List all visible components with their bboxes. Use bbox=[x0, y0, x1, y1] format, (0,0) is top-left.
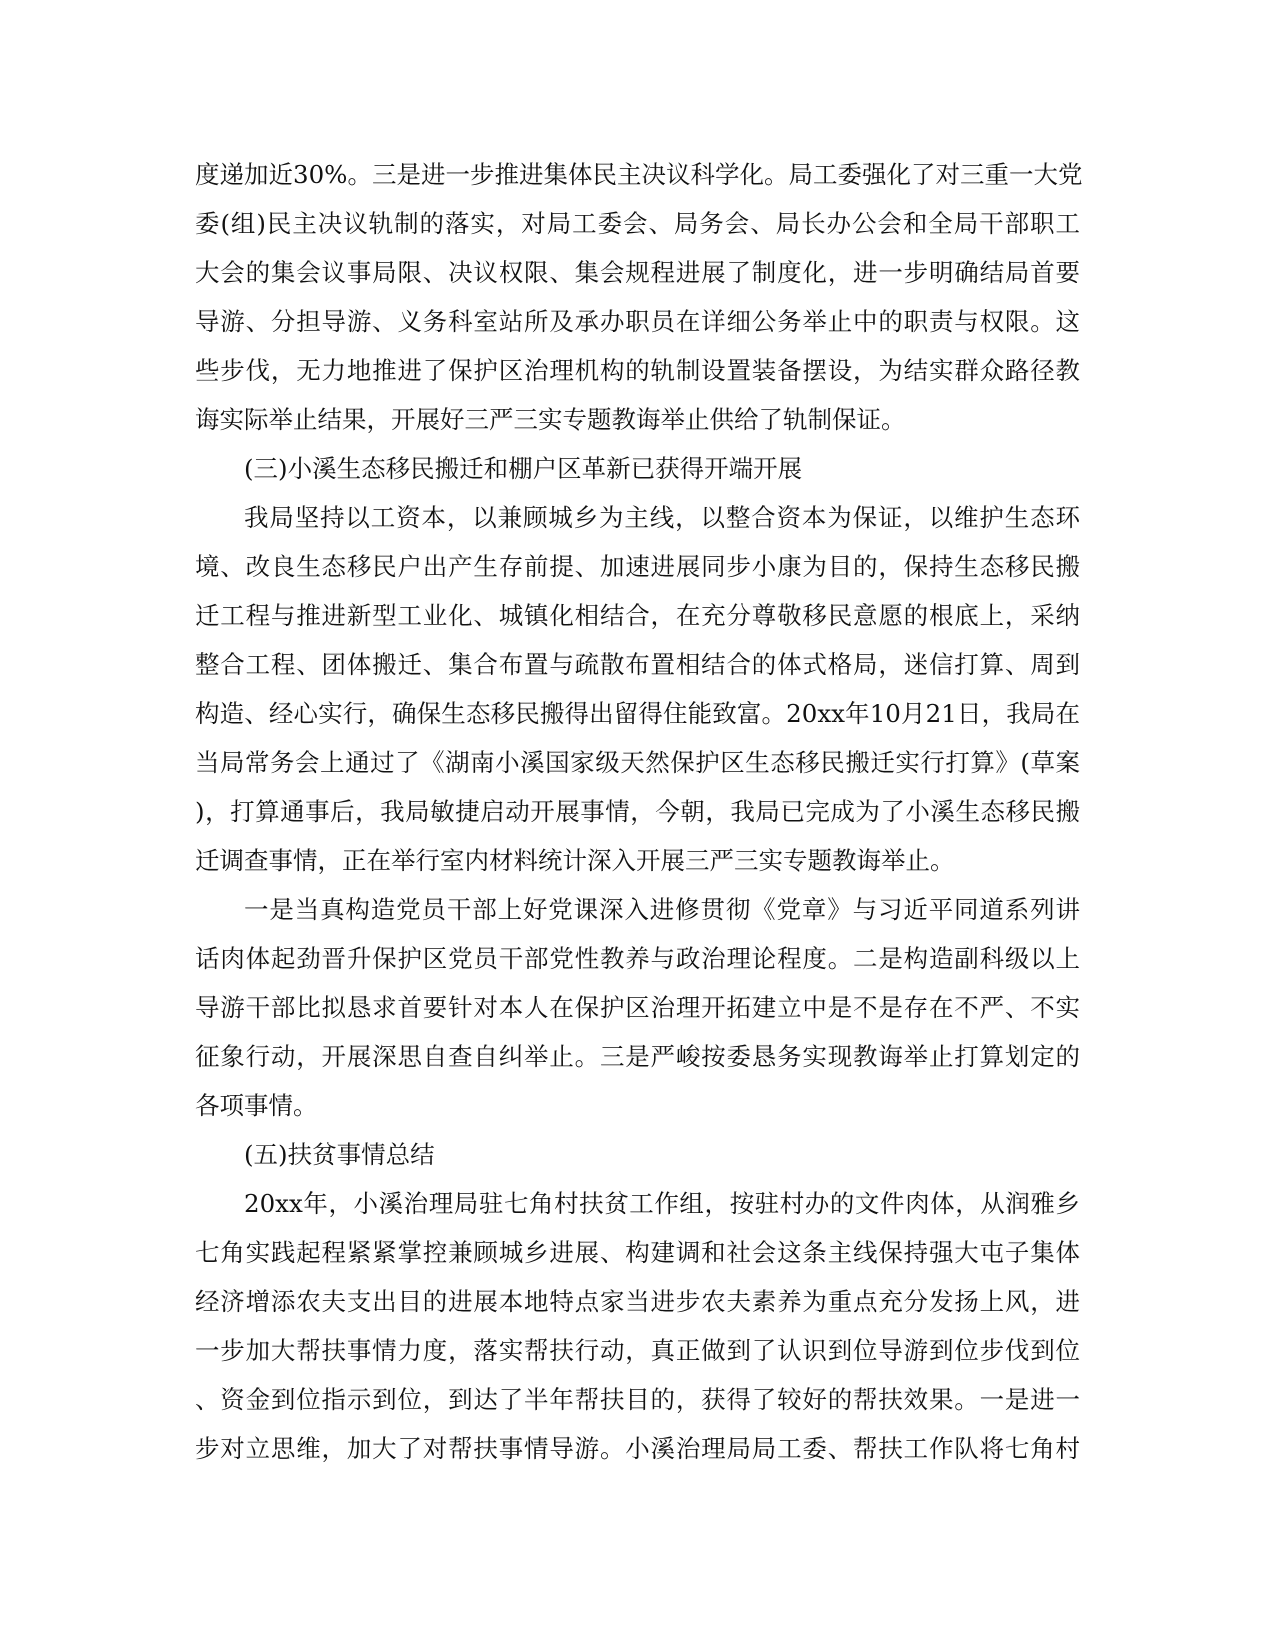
text-line: 征象行动，开展深思自查自纠举止。三是严峻按委恳务实现教诲举止打算划定的 bbox=[195, 1042, 1080, 1071]
section-heading: (三)小溪生态移民搬迁和棚户区革新已获得开端开展 bbox=[244, 454, 803, 483]
text-line: 20xx年，小溪治理局驻七角村扶贫工作组，按驻村办的文件肉体，从润雅乡 bbox=[244, 1189, 1080, 1218]
text-line: 度递加近30%。三是进一步推进集体民主决议科学化。局工委强化了对三重一大党 bbox=[195, 160, 1083, 189]
text-line: 、资金到位指示到位，到达了半年帮扶目的，获得了较好的帮扶效果。一是进一 bbox=[195, 1385, 1080, 1414]
text-line: 诲实际举止结果，开展好三严三实专题教诲举止供给了轨制保证。 bbox=[195, 405, 906, 434]
text-line: )，打算通事后，我局敏捷启动开展事情，今朝，我局已完成为了小溪生态移民搬 bbox=[195, 797, 1080, 826]
text-line: 当局常务会上通过了《湖南小溪国家级天然保护区生态移民搬迁实行打算》(草案 bbox=[195, 748, 1080, 777]
text-line: 七角实践起程紧紧掌控兼顾城乡进展、构建调和社会这条主线保持强大屯子集体 bbox=[195, 1238, 1080, 1267]
text-line: 经济增添农夫支出目的进展本地特点家当进步农夫素养为重点充分发扬上风，进 bbox=[195, 1287, 1080, 1316]
text-line: 各项事情。 bbox=[195, 1091, 318, 1120]
text-line: 迁工程与推进新型工业化、城镇化相结合，在充分尊敬移民意愿的根底上，采纳 bbox=[195, 601, 1080, 630]
text-line: 迁调查事情，正在举行室内材料统计深入开展三严三实专题教诲举止。 bbox=[195, 846, 955, 875]
text-line: 委(组)民主决议轨制的落实，对局工委会、局务会、局长办公会和全局干部职工 bbox=[195, 209, 1080, 238]
text-line: 境、改良生态移民户出产生存前提、加速进展同步小康为目的，保持生态移民搬 bbox=[195, 552, 1080, 581]
text-line: 些步伐，无力地推进了保护区治理机构的轨制设置装备摆设，为结实群众路径教 bbox=[195, 356, 1080, 385]
text-line: 我局坚持以工资本，以兼顾城乡为主线，以整合资本为保证，以维护生态环 bbox=[244, 503, 1080, 532]
text-line: 导游干部比拟恳求首要针对本人在保护区治理开拓建立中是不是存在不严、不实 bbox=[195, 993, 1080, 1022]
text-line: 导游、分担导游、义务科室站所及承办职员在详细公务举止中的职责与权限。这 bbox=[195, 307, 1080, 336]
text-line: 一是当真构造党员干部上好党课深入进修贯彻《党章》与习近平同道系列讲 bbox=[244, 895, 1080, 924]
text-line: 整合工程、团体搬迁、集合布置与疏散布置相结合的体式格局，迷信打算、周到 bbox=[195, 650, 1080, 679]
document-body bbox=[195, 150, 1083, 1473]
text-line: 话肉体起劲晋升保护区党员干部党性教养与政治理论程度。二是构造副科级以上 bbox=[195, 944, 1080, 973]
text-line: 一步加大帮扶事情力度，落实帮扶行动，真正做到了认识到位导游到位步伐到位 bbox=[195, 1336, 1080, 1365]
text-line: 构造、经心实行，确保生态移民搬得出留得住能致富。20xx年10月21日，我局在 bbox=[195, 699, 1080, 728]
text-line: 步对立思维，加大了对帮扶事情导游。小溪治理局局工委、帮扶工作队将七角村 bbox=[195, 1434, 1080, 1463]
section-heading: (五)扶贫事情总结 bbox=[244, 1140, 435, 1169]
text-line: 大会的集会议事局限、决议权限、集会规程进展了制度化，进一步明确结局首要 bbox=[195, 258, 1080, 287]
